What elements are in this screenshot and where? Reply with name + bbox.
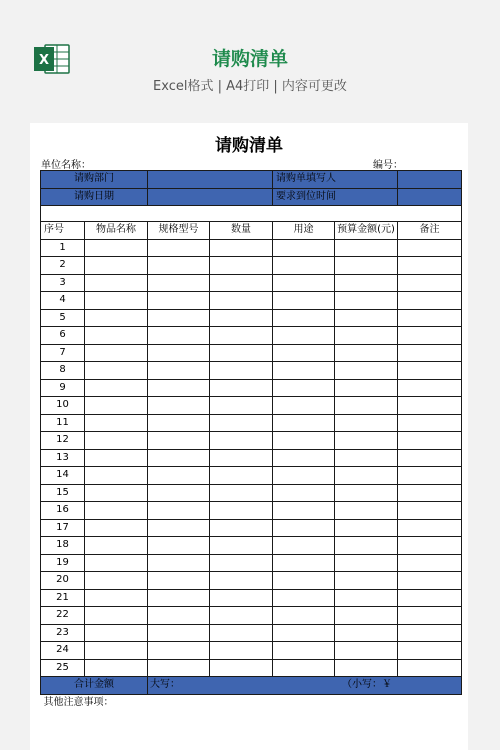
- budget-cell[interactable]: [335, 572, 398, 590]
- spec-cell[interactable]: [148, 554, 210, 572]
- quantity-cell[interactable]: [210, 467, 273, 485]
- row-number: 21: [41, 589, 85, 607]
- item-name-cell[interactable]: [85, 274, 148, 292]
- column-header-row: [41, 222, 462, 240]
- item-name-cell[interactable]: [85, 467, 148, 485]
- notes-label: 其他注意事项：: [41, 694, 462, 711]
- item-name-cell[interactable]: [85, 519, 148, 537]
- spec-cell[interactable]: [148, 292, 210, 310]
- item-name-cell[interactable]: [85, 344, 148, 362]
- svg-text:X: X: [38, 53, 50, 68]
- budget-cell[interactable]: [335, 607, 398, 625]
- budget-cell[interactable]: [335, 432, 398, 450]
- purpose-cell[interactable]: [273, 519, 335, 537]
- table-row: [41, 292, 462, 310]
- table-row: [41, 379, 462, 397]
- capital-label: 大写：: [150, 679, 180, 690]
- remarks-cell[interactable]: [398, 362, 462, 380]
- purpose-cell[interactable]: [273, 274, 335, 292]
- row-number: 6: [41, 327, 85, 345]
- remarks-cell[interactable]: [398, 484, 462, 502]
- remarks-cell[interactable]: [398, 274, 462, 292]
- quantity-cell[interactable]: [210, 642, 273, 660]
- table-row: [41, 624, 462, 642]
- quantity-cell[interactable]: [210, 379, 273, 397]
- purpose-cell[interactable]: [273, 344, 335, 362]
- table-row: [41, 502, 462, 520]
- remarks-cell[interactable]: [398, 344, 462, 362]
- remarks-cell[interactable]: [398, 519, 462, 537]
- spec-cell[interactable]: [148, 484, 210, 502]
- table-row: [41, 327, 462, 345]
- remarks-cell[interactable]: [398, 502, 462, 520]
- purpose-cell[interactable]: [273, 379, 335, 397]
- row-number: 8: [41, 362, 85, 380]
- item-name-cell[interactable]: [85, 397, 148, 415]
- quantity-cell[interactable]: [210, 239, 273, 257]
- quantity-cell[interactable]: [210, 432, 273, 450]
- purchase-request-table: [40, 170, 462, 711]
- row-number: 9: [41, 379, 85, 397]
- quantity-cell[interactable]: [210, 257, 273, 275]
- purpose-cell[interactable]: [273, 537, 335, 555]
- table-row: [41, 607, 462, 625]
- remarks-cell[interactable]: [398, 414, 462, 432]
- budget-cell[interactable]: [335, 379, 398, 397]
- row-number: 14: [41, 467, 85, 485]
- budget-cell[interactable]: [335, 589, 398, 607]
- budget-cell[interactable]: [335, 642, 398, 660]
- budget-cell[interactable]: [335, 554, 398, 572]
- date-value-cell[interactable]: [148, 188, 273, 206]
- item-name-cell[interactable]: [85, 484, 148, 502]
- remarks-cell[interactable]: [398, 239, 462, 257]
- budget-cell[interactable]: [335, 257, 398, 275]
- row-number: 1: [41, 239, 85, 257]
- purpose-cell[interactable]: [273, 432, 335, 450]
- table-row: [41, 484, 462, 502]
- purpose-cell[interactable]: [273, 449, 335, 467]
- quantity-cell[interactable]: [210, 274, 273, 292]
- notes-row: [41, 694, 462, 711]
- spec-cell[interactable]: [148, 344, 210, 362]
- quantity-cell[interactable]: [210, 362, 273, 380]
- remarks-cell[interactable]: [398, 554, 462, 572]
- item-name-cell[interactable]: [85, 292, 148, 310]
- quantity-cell[interactable]: [210, 554, 273, 572]
- purpose-cell[interactable]: [273, 642, 335, 660]
- remarks-cell[interactable]: [398, 572, 462, 590]
- table-row: [41, 537, 462, 555]
- spec-cell[interactable]: [148, 502, 210, 520]
- item-name-cell[interactable]: [85, 432, 148, 450]
- purpose-cell[interactable]: [273, 362, 335, 380]
- col-header-spec: 规格型号: [148, 222, 210, 240]
- quantity-cell[interactable]: [210, 537, 273, 555]
- quantity-cell[interactable]: [210, 484, 273, 502]
- budget-cell[interactable]: [335, 484, 398, 502]
- remarks-cell[interactable]: [398, 642, 462, 660]
- purpose-cell[interactable]: [273, 467, 335, 485]
- spec-cell[interactable]: [148, 572, 210, 590]
- item-name-cell[interactable]: [85, 607, 148, 625]
- purpose-cell[interactable]: [273, 589, 335, 607]
- quantity-cell[interactable]: [210, 659, 273, 677]
- remarks-cell[interactable]: [398, 589, 462, 607]
- row-number: 13: [41, 449, 85, 467]
- col-header-remarks: 备注: [398, 222, 462, 240]
- number-label: 编号：: [373, 160, 403, 171]
- budget-cell[interactable]: [335, 292, 398, 310]
- item-name-cell[interactable]: [85, 414, 148, 432]
- spec-cell[interactable]: [148, 449, 210, 467]
- quantity-cell[interactable]: [210, 309, 273, 327]
- budget-cell[interactable]: [335, 239, 398, 257]
- purpose-cell[interactable]: [273, 554, 335, 572]
- row-number: 25: [41, 659, 85, 677]
- item-name-cell[interactable]: [85, 309, 148, 327]
- filler-label: 请购单填写人: [273, 171, 398, 189]
- budget-cell[interactable]: [335, 362, 398, 380]
- remarks-cell[interactable]: [398, 659, 462, 677]
- item-name-cell[interactable]: [85, 642, 148, 660]
- remarks-cell[interactable]: [398, 624, 462, 642]
- remarks-cell[interactable]: [398, 379, 462, 397]
- spec-cell[interactable]: [148, 397, 210, 415]
- unit-name-label: 单位名称：: [41, 160, 91, 171]
- item-name-cell[interactable]: [85, 554, 148, 572]
- table-row: [41, 519, 462, 537]
- spec-cell[interactable]: [148, 414, 210, 432]
- dept-value-cell[interactable]: [148, 171, 273, 189]
- table-row: [41, 467, 462, 485]
- budget-cell[interactable]: [335, 309, 398, 327]
- spec-cell[interactable]: [148, 274, 210, 292]
- spec-cell[interactable]: [148, 257, 210, 275]
- item-name-cell[interactable]: [85, 502, 148, 520]
- quantity-cell[interactable]: [210, 344, 273, 362]
- table-row: [41, 397, 462, 415]
- remarks-cell[interactable]: [398, 257, 462, 275]
- table-row: [41, 554, 462, 572]
- item-name-cell[interactable]: [85, 362, 148, 380]
- quantity-cell[interactable]: [210, 624, 273, 642]
- budget-cell[interactable]: [335, 624, 398, 642]
- table-row: [41, 642, 462, 660]
- remarks-cell[interactable]: [398, 432, 462, 450]
- quantity-cell[interactable]: [210, 397, 273, 415]
- spec-cell[interactable]: [148, 309, 210, 327]
- table-row: [41, 432, 462, 450]
- purpose-cell[interactable]: [273, 607, 335, 625]
- table-row: [41, 274, 462, 292]
- row-number: 22: [41, 607, 85, 625]
- quantity-cell[interactable]: [210, 589, 273, 607]
- col-header-purpose: 用途: [273, 222, 335, 240]
- row-number: 18: [41, 537, 85, 555]
- arrival-value-cell[interactable]: [398, 188, 462, 206]
- item-name-cell[interactable]: [85, 449, 148, 467]
- date-label: 请购日期: [41, 188, 148, 206]
- banner-title: 请购清单: [211, 48, 288, 70]
- budget-cell[interactable]: [335, 414, 398, 432]
- item-name-cell[interactable]: [85, 537, 148, 555]
- info-row-1: [41, 171, 462, 189]
- spec-cell[interactable]: [148, 589, 210, 607]
- table-row: [41, 449, 462, 467]
- item-name-cell[interactable]: [85, 572, 148, 590]
- quantity-cell[interactable]: [210, 607, 273, 625]
- remarks-cell[interactable]: [398, 537, 462, 555]
- quantity-cell[interactable]: [210, 292, 273, 310]
- purpose-cell[interactable]: [273, 659, 335, 677]
- budget-cell[interactable]: [335, 537, 398, 555]
- col-header-budget: 预算金额(元): [335, 222, 398, 240]
- purpose-cell[interactable]: [273, 572, 335, 590]
- remarks-cell[interactable]: [398, 449, 462, 467]
- banner: [0, 0, 500, 110]
- spacer-row: [41, 206, 462, 222]
- spec-cell[interactable]: [148, 467, 210, 485]
- purpose-cell[interactable]: [273, 397, 335, 415]
- remarks-cell[interactable]: [398, 292, 462, 310]
- dept-label: 请购部门: [41, 171, 148, 189]
- budget-cell[interactable]: [335, 344, 398, 362]
- quantity-cell[interactable]: [210, 414, 273, 432]
- item-name-cell[interactable]: [85, 239, 148, 257]
- arrival-label: 要求到位时间: [273, 188, 398, 206]
- spec-cell[interactable]: [148, 642, 210, 660]
- total-row: [41, 677, 462, 695]
- budget-cell[interactable]: [335, 467, 398, 485]
- document-title: 请购清单: [215, 136, 283, 156]
- col-header-quantity: 数量: [210, 222, 273, 240]
- budget-cell[interactable]: [335, 274, 398, 292]
- item-name-cell[interactable]: [85, 589, 148, 607]
- table-row: [41, 572, 462, 590]
- purpose-cell[interactable]: [273, 624, 335, 642]
- quantity-cell[interactable]: [210, 572, 273, 590]
- purpose-cell[interactable]: [273, 257, 335, 275]
- budget-cell[interactable]: [335, 397, 398, 415]
- row-number: 10: [41, 397, 85, 415]
- spec-cell[interactable]: [148, 537, 210, 555]
- spec-cell[interactable]: [148, 607, 210, 625]
- spec-cell[interactable]: [148, 239, 210, 257]
- table-row: [41, 589, 462, 607]
- spec-cell[interactable]: [148, 624, 210, 642]
- spec-cell[interactable]: [148, 432, 210, 450]
- row-number: 23: [41, 624, 85, 642]
- budget-cell[interactable]: [335, 659, 398, 677]
- quantity-cell[interactable]: [210, 327, 273, 345]
- row-number: 5: [41, 309, 85, 327]
- item-name-cell[interactable]: [85, 624, 148, 642]
- table-row: [41, 659, 462, 677]
- table-row: [41, 309, 462, 327]
- item-name-cell[interactable]: [85, 659, 148, 677]
- row-number: 17: [41, 519, 85, 537]
- row-number: 2: [41, 257, 85, 275]
- spec-cell[interactable]: [148, 379, 210, 397]
- spec-cell[interactable]: [148, 519, 210, 537]
- spec-cell[interactable]: [148, 327, 210, 345]
- remarks-cell[interactable]: [398, 397, 462, 415]
- budget-cell[interactable]: [335, 327, 398, 345]
- item-name-cell[interactable]: [85, 327, 148, 345]
- budget-cell[interactable]: [335, 449, 398, 467]
- table-row: [41, 414, 462, 432]
- row-number: 24: [41, 642, 85, 660]
- purpose-cell[interactable]: [273, 502, 335, 520]
- row-number: 20: [41, 572, 85, 590]
- remarks-cell[interactable]: [398, 467, 462, 485]
- budget-cell[interactable]: [335, 502, 398, 520]
- remarks-cell[interactable]: [398, 607, 462, 625]
- row-number: 7: [41, 344, 85, 362]
- filler-value-cell[interactable]: [398, 171, 462, 189]
- table-row: [41, 239, 462, 257]
- quantity-cell[interactable]: [210, 449, 273, 467]
- purpose-cell[interactable]: [273, 239, 335, 257]
- purpose-cell[interactable]: [273, 327, 335, 345]
- banner-subtitle: Excel格式 | A4打印 | 内容可更改: [153, 79, 347, 94]
- small-amount-label: （小写：￥: [342, 679, 392, 690]
- item-name-cell[interactable]: [85, 257, 148, 275]
- row-number: 4: [41, 292, 85, 310]
- row-number: 16: [41, 502, 85, 520]
- row-number: 15: [41, 484, 85, 502]
- purpose-cell[interactable]: [273, 309, 335, 327]
- row-number: 3: [41, 274, 85, 292]
- row-number: 12: [41, 432, 85, 450]
- spec-cell[interactable]: [148, 659, 210, 677]
- spec-cell[interactable]: [148, 362, 210, 380]
- table-row: [41, 362, 462, 380]
- budget-cell[interactable]: [335, 519, 398, 537]
- purpose-cell[interactable]: [273, 484, 335, 502]
- item-name-cell[interactable]: [85, 379, 148, 397]
- info-row-2: [41, 188, 462, 206]
- purpose-cell[interactable]: [273, 292, 335, 310]
- quantity-cell[interactable]: [210, 502, 273, 520]
- total-amount-cell[interactable]: [148, 677, 462, 695]
- spreadsheet-page: [30, 123, 468, 750]
- row-number: 19: [41, 554, 85, 572]
- col-header-item-name: 物品名称: [85, 222, 148, 240]
- total-label: 合计金额: [41, 677, 148, 695]
- col-header-seq: 序号: [41, 222, 85, 240]
- table-row: [41, 344, 462, 362]
- row-number: 11: [41, 414, 85, 432]
- quantity-cell[interactable]: [210, 519, 273, 537]
- remarks-cell[interactable]: [398, 327, 462, 345]
- table-row: [41, 257, 462, 275]
- remarks-cell[interactable]: [398, 309, 462, 327]
- purpose-cell[interactable]: [273, 414, 335, 432]
